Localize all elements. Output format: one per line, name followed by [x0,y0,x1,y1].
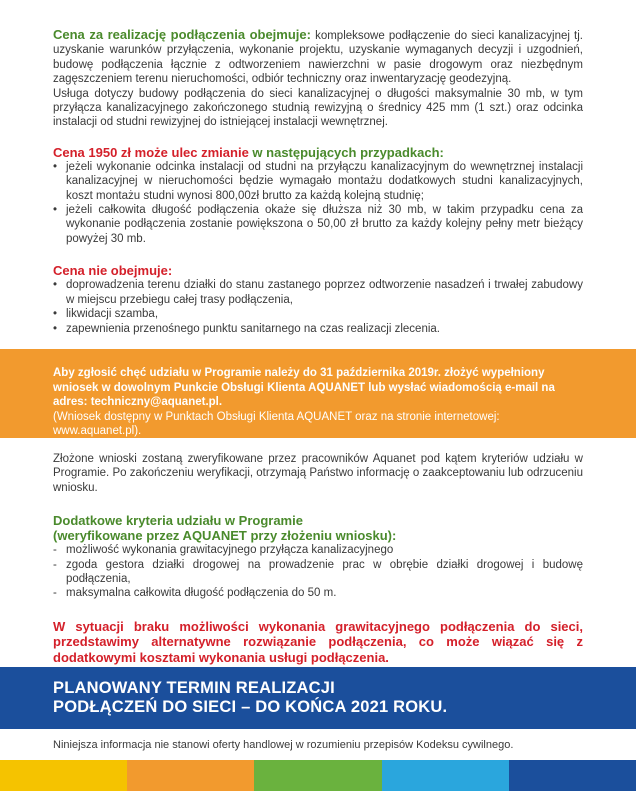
deadline-line-2: PODŁĄCZEŃ DO SIECI – DO KOŃCA 2021 ROKU. [53,698,448,716]
stripe-orange [127,760,254,791]
not-included-section [53,263,583,336]
list-item: - zgoda gestora działki drogowej na prowadzenie prac w obrębie działki drogowej i budowę podłączenia, [53,558,583,587]
list-item: • likwidacji szamba, [53,307,583,321]
application-note: (Wniosek dostępny w Punktach Obsługi Klienta AQUANET oraz na stronie internetowej: www.aquanet.pl). [53,410,500,437]
list-item: • zapewnienia przenośnego punktu sanitarnego na czas realizacji zlecenia. [53,322,583,336]
intro-text: kompleksowe podłączenie do sieci kanalizacyjnej tj. uzyskanie warunków przyłączenia, wykonanie projektu, uzyskanie wymaganych decyzji i uzgodnień, budowę podłączenia łącznie z odtworzeniem nawierzchni w pasie drogowym oraz niezbędnym zagęszczeniem terenu nieruchomości, odbiór techniczny oraz inwentaryzację geodezyjną. [53,30,583,86]
price-change-title-red: Cena 1950 zł może ulec zmianie [53,144,249,160]
application-banner [0,349,636,438]
criteria-title-line1: Dodatkowe kryteria udziału w Programie [53,513,303,529]
criteria-title-line2: (weryfikowane przez AQUANET przy złożeniu wniosku): [53,528,397,544]
list-item: - maksymalna całkowita długość podłączenia do 50 m. [53,586,583,600]
price-change-title-green: w następujących przypadkach: [248,144,444,160]
application-instructions: Aby zgłosić chęć udziału w Programie należy do 31 października 2019r. złożyć wypełniony wniosek w dowolnym Punkcie Obsługi Klienta AQUANET lub wysłać wiadomością e-mail na adres: techniczny@aquanet.pl. [53,367,555,408]
stripe-blue [509,760,636,791]
service-description: Usługa dotyczy budowy podłączenia do sieci kanalizacyjnej o długości maksymalnie 30 mb, w tym przyłącza kanalizacyjnego zakończonego studnią rewizyjną o średnicy 425 mm (1 szt.) oraz odcinka instalacji od studni rewizyjnej do istniejącej instalacji wewnętrznej. [53,87,583,129]
alternative-solution-notice: W sytuacji braku możliwości wykonania grawitacyjnego podłączenia do sieci, przedstawimy alternatywne rozwiązanie podłączenia, co może wiązać się z dodatkowymi kosztami wykonania usługi podłączenia. [53,618,583,665]
stripe-green [254,760,381,791]
list-item: • doprowadzenia terenu działki do stanu zastanego poprzez odtworzenie nasadzeń i trwałej zabudowy w miejscu przebiegu całej trasy podłączenia, [53,278,583,307]
deadline-banner [0,667,636,729]
criteria-section [53,513,583,601]
list-item: • jeżeli wykonanie odcinka instalacji od studni na przyłączu kanalizacyjnym do wewnętrznej instalacji kanalizacyjnej w nieruchomości będzie wymagało montażu dodatkowych studni kanalizacyjnych, koszt montażu studni wynosi 800,00zł brutto za każdą kolejną studnię; [53,160,583,203]
price-change-section [53,145,583,246]
list-item: - możliwość wykonania grawitacyjnego przyłącza kanalizacyjnego [53,543,583,557]
stripe-cyan [382,760,509,791]
price-change-title [53,145,583,160]
verification-paragraph: Złożone wnioski zostaną zweryfikowane przez pracowników Aquanet pod kątem kryteriów udziału w Programie. Po zakończeniu weryfikacji, otrzymają Państwo informację o zaakceptowaniu lub odrzuceniu wniosku. [53,453,583,494]
color-stripes [0,760,636,791]
price-change-list [53,160,583,246]
list-item: • jeżeli całkowita długość podłączenia okaże się dłuższa niż 30 mb, w takim przypadku cena za wykonanie podłączenia zostanie powiększona o 50,00 zł brutto za każdy kolejny pełny metr bieżący powyżej 30 mb. [53,203,583,246]
lower-content [53,452,583,665]
main-content [0,0,636,336]
intro-paragraph [53,28,583,87]
legal-disclaimer: Niniejsza informacja nie stanowi oferty handlowej w rozumieniu przepisów Kodeksu cywilnego. [53,739,514,751]
not-included-title: Cena nie obejmuje: [53,263,173,279]
deadline-line-1: PLANOWANY TERMIN REALIZACJI [53,679,335,697]
not-included-list [53,278,583,336]
intro-title: Cena za realizację podłączenia obejmuje: [53,27,311,42]
criteria-list [53,543,583,601]
stripe-yellow [0,760,127,791]
